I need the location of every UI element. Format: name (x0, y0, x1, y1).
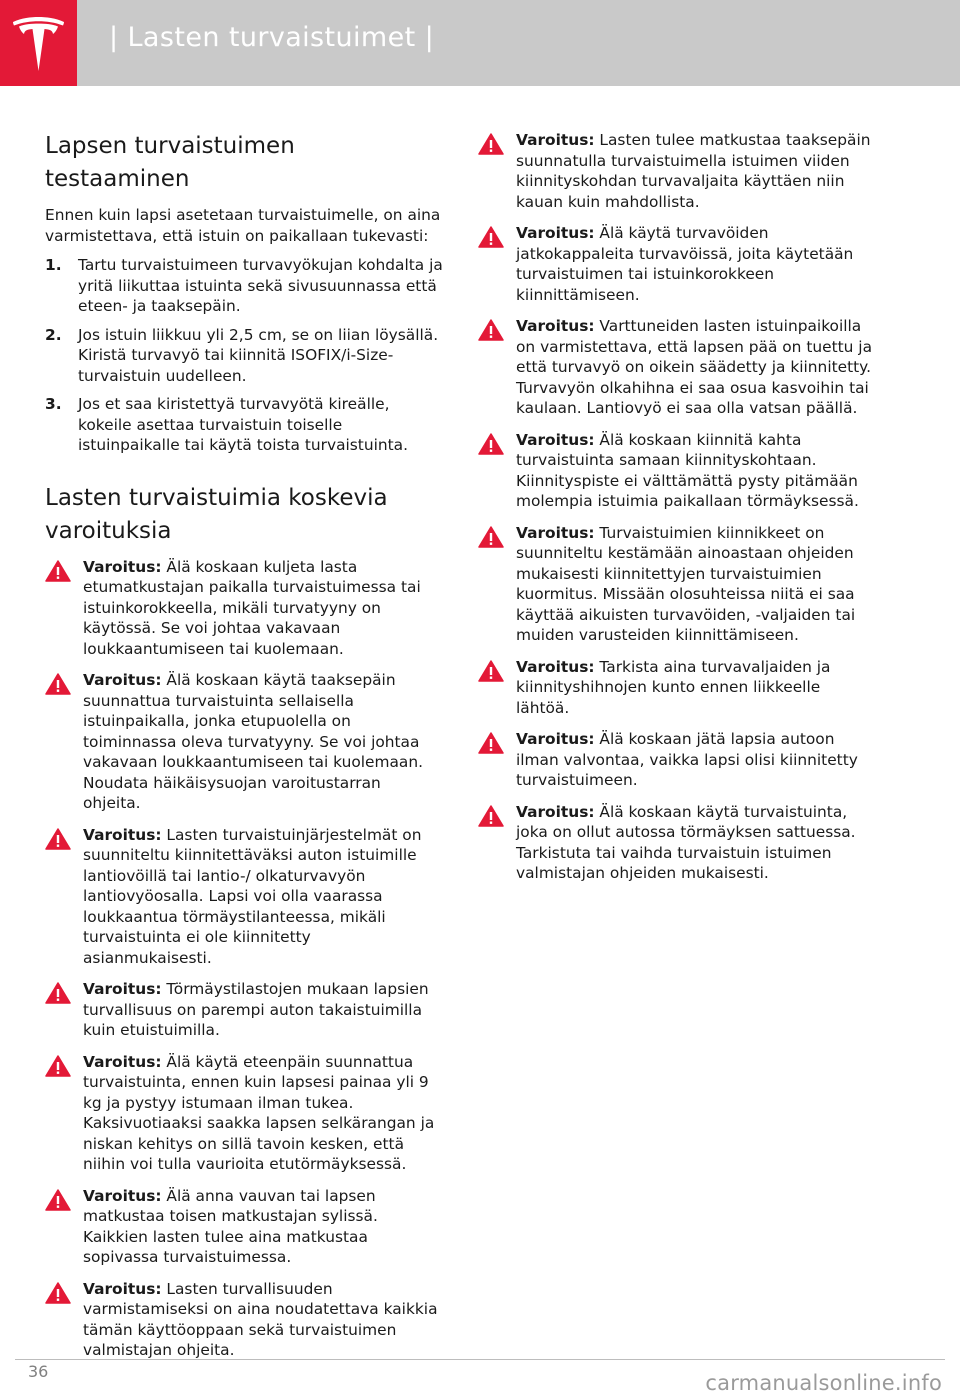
warning-triangle-icon (478, 133, 504, 155)
warning-label: Varoitus: (516, 523, 595, 542)
warning-text: Törmäystilastojen mukaan lapsien turvallisuus on parempi auton takaistuimilla kuin etuistuimilla. (83, 980, 429, 1039)
warning-text: Älä koskaan käytä turvaistuinta, joka on ollut autossa törmäyksen sattuessa. Tarkistuta tai vaihda turvaistuin istuimen valmistajan ohjeiden mukaisesti. (516, 802, 856, 882)
step-item (45, 325, 443, 387)
warning-text: Turvaistuimien kiinnikkeet on suunniteltu kestämään ainoastaan ohjeiden mukaisesti kiinnitettyjen turvaistuimien kuormitus. Missään olosuhteissa niitä ei saa käyttää aikuisten turvavöiden, -valjaiden tai muiden varusteiden kiinnittämiseen. (516, 523, 856, 644)
step-text: Tartu turvaistuimeen turvavyökujan kohdalta ja yritä liikuttaa istuinta sekä sivusuunnassa että eteen- ja taaksepäin. (78, 256, 443, 315)
warning-triangle-icon (478, 732, 504, 754)
warning-item (478, 316, 878, 419)
warning-label: Varoitus: (83, 557, 162, 576)
watermark: carmanualsonline.info (705, 1371, 942, 1395)
warning-text: Älä käytä eteenpäin suunnattua turvaistuinta, ennen kuin lapsesi painaa yli 9 kg ja pystyy istumaan ilman tukea. Kaksivuotiaaksi saakka lapsen selkärangan ja niskan kehitys on sillä tavoin kesken, että niihin voi tulla vaurioita etutörmäyksessä. (83, 1052, 435, 1173)
right-warnings-list (478, 130, 878, 884)
warning-text: Älä koskaan kiinnitä kahta turvaistuinta samaan kiinnityskohtaan. Kiinnityspiste ei välttämättä pysty pitämään molempia istuimia paikallaan törmäyksessä. (516, 430, 859, 510)
warning-text: Tarkista aina turvavaljaiden ja kiinnityshihnojen kunto ennen liikkeelle lähtöä. (516, 657, 831, 717)
warning-label: Varoitus: (516, 317, 595, 335)
warning-text: Lasten turvaistuinjärjestelmät on suunniteltu kiinnitettäväksi auton istuimille lantiovöillä tai lantio-/ olkaturvavyön lantiovyöosalla. Lapsi voi olla vaarassa loukkaantua törmäystilanteessa, mikäli turvaistuinta ei ole kiinnitetty asianmukaisesti. (83, 825, 422, 967)
step-text: Jos istuin liikkuu yli 2,5 cm, se on liian löysällä. Kiristä turvavyö tai kiinnitä ISOFIX/i-Size-turvaistuin uudelleen. (78, 325, 439, 385)
footer-divider (15, 1359, 945, 1360)
warning-item (45, 979, 443, 1041)
warning-triangle-icon (45, 982, 71, 1004)
warning-item (478, 223, 878, 305)
warning-text: Älä anna vauvan tai lapsen matkustaa toisen matkustajan sylissä. Kaikkien lasten tulee aina matkustaa sopivassa turvaistuimessa. (83, 1186, 378, 1266)
warning-item (478, 130, 878, 212)
logo-box (0, 0, 77, 86)
warning-item (478, 523, 878, 646)
warning-text: Älä koskaan kuljeta lasta etumatkustajan paikalla turvaistuimessa tai istuinkorokkeella, mikäli turvatyyny on käytössä. Se voi johtaa vakavaan loukkaantumiseen tai kuolemaan. (83, 557, 421, 658)
warning-item (45, 1186, 443, 1268)
warning-triangle-icon (45, 1055, 71, 1077)
warning-triangle-icon (478, 660, 504, 682)
warning-item (45, 557, 443, 660)
right-column (478, 130, 878, 895)
tesla-logo-icon (13, 15, 64, 71)
warning-text: Lasten tulee matkustaa taaksepäin suunnatulla turvaistuimella istuimen viiden kiinnityskohdan turvavaljaita käyttäen niin kauan kuin mahdollista. (516, 131, 871, 211)
warning-triangle-icon (478, 526, 504, 548)
warning-text: Älä koskaan jätä lapsia autoon ilman valvontaa, vaikka lapsi olisi kiinnitetty turvaistuimeen. (516, 730, 858, 789)
warning-label: Varoitus: (516, 224, 595, 242)
warning-label: Varoitus: (83, 1052, 162, 1071)
warning-triangle-icon (45, 1189, 71, 1211)
step-item (45, 394, 443, 456)
step-number: 1. (45, 256, 62, 274)
warning-label: Varoitus: (83, 671, 162, 689)
page-header (0, 0, 960, 86)
warning-item (478, 657, 878, 719)
step-item (45, 255, 443, 317)
warning-item (478, 802, 878, 884)
warning-text: Älä koskaan käytä taaksepäin suunnattua turvaistuinta sellaisella istuinpaikalla, jonka etupuolella on toiminnassa oleva turvatyyny. Se voi johtaa vakavaan loukkaantumiseen tai kuolemaan. Noudata häikäisysuojan varoitustarran ohjeita. (83, 671, 423, 812)
warning-triangle-icon (45, 828, 71, 850)
warning-text: Lasten turvallisuuden varmistamiseksi on aina noudatettava kaikkia tämän käyttöoppaan sekä turvaistuimen valmistajan ohjeita. (83, 1279, 438, 1359)
warning-label: Varoitus: (516, 131, 595, 149)
warning-label: Varoitus: (83, 980, 162, 998)
warning-triangle-icon (45, 1282, 71, 1304)
warning-triangle-icon (478, 805, 504, 827)
step-text: Jos et saa kiristettyä turvavyötä kireälle, kokeile asettaa turvaistuin toiselle istuinpaikalle tai käytä toista turvaistuinta. (78, 395, 408, 454)
warning-text: Älä käytä turvavöiden jatkokappaleita turvavöissä, joita käytetään turvaistuimen tai istuinkorokkeen kiinnittämiseen. (516, 224, 854, 304)
warning-item (45, 1279, 443, 1361)
warning-item (478, 729, 878, 791)
warning-item (45, 1052, 443, 1175)
warning-label: Varoitus: (516, 730, 595, 748)
warning-item (45, 825, 443, 969)
intro-paragraph: Ennen kuin lapsi asetetaan turvaistuimelle, on aina varmistettava, että istuin on paikallaan tukevasti: (45, 206, 441, 245)
warning-triangle-icon (45, 673, 71, 695)
page-number: 36 (28, 1362, 49, 1381)
warning-label: Varoitus: (83, 1186, 162, 1205)
warning-triangle-icon (45, 560, 71, 582)
section-title: | Lasten turvaistuimet | (109, 22, 435, 53)
warning-label: Varoitus: (516, 802, 595, 821)
warning-item (45, 670, 443, 814)
warning-label: Varoitus: (83, 1279, 162, 1298)
warning-label: Varoitus: (516, 430, 595, 449)
warning-triangle-icon (478, 433, 504, 455)
steps-list (45, 255, 443, 456)
warning-triangle-icon (478, 226, 504, 248)
left-column (45, 130, 443, 1372)
warning-text: Varttuneiden lasten istuinpaikoilla on varmistettava, että lapsen pää on tuettu ja että turvavyö on oikein säädetty ja kiinnitetty. Turvavyön olkahihna ei saa osua kasvoihin tai kaulaan. Lantiovyö ei saa olla vatsan päällä. (516, 317, 873, 417)
step-number: 2. (45, 325, 62, 344)
heading-warnings: Lasten turvaistuimia koskevia varoituksia (45, 484, 388, 544)
warning-item (478, 430, 878, 512)
warning-label: Varoitus: (516, 657, 595, 676)
warning-triangle-icon (478, 319, 504, 341)
warning-label: Varoitus: (83, 825, 162, 844)
heading-testing: Lapsen turvaistuimen testaaminen (45, 133, 295, 192)
left-warnings-list (45, 557, 443, 1361)
step-number: 3. (45, 395, 62, 413)
